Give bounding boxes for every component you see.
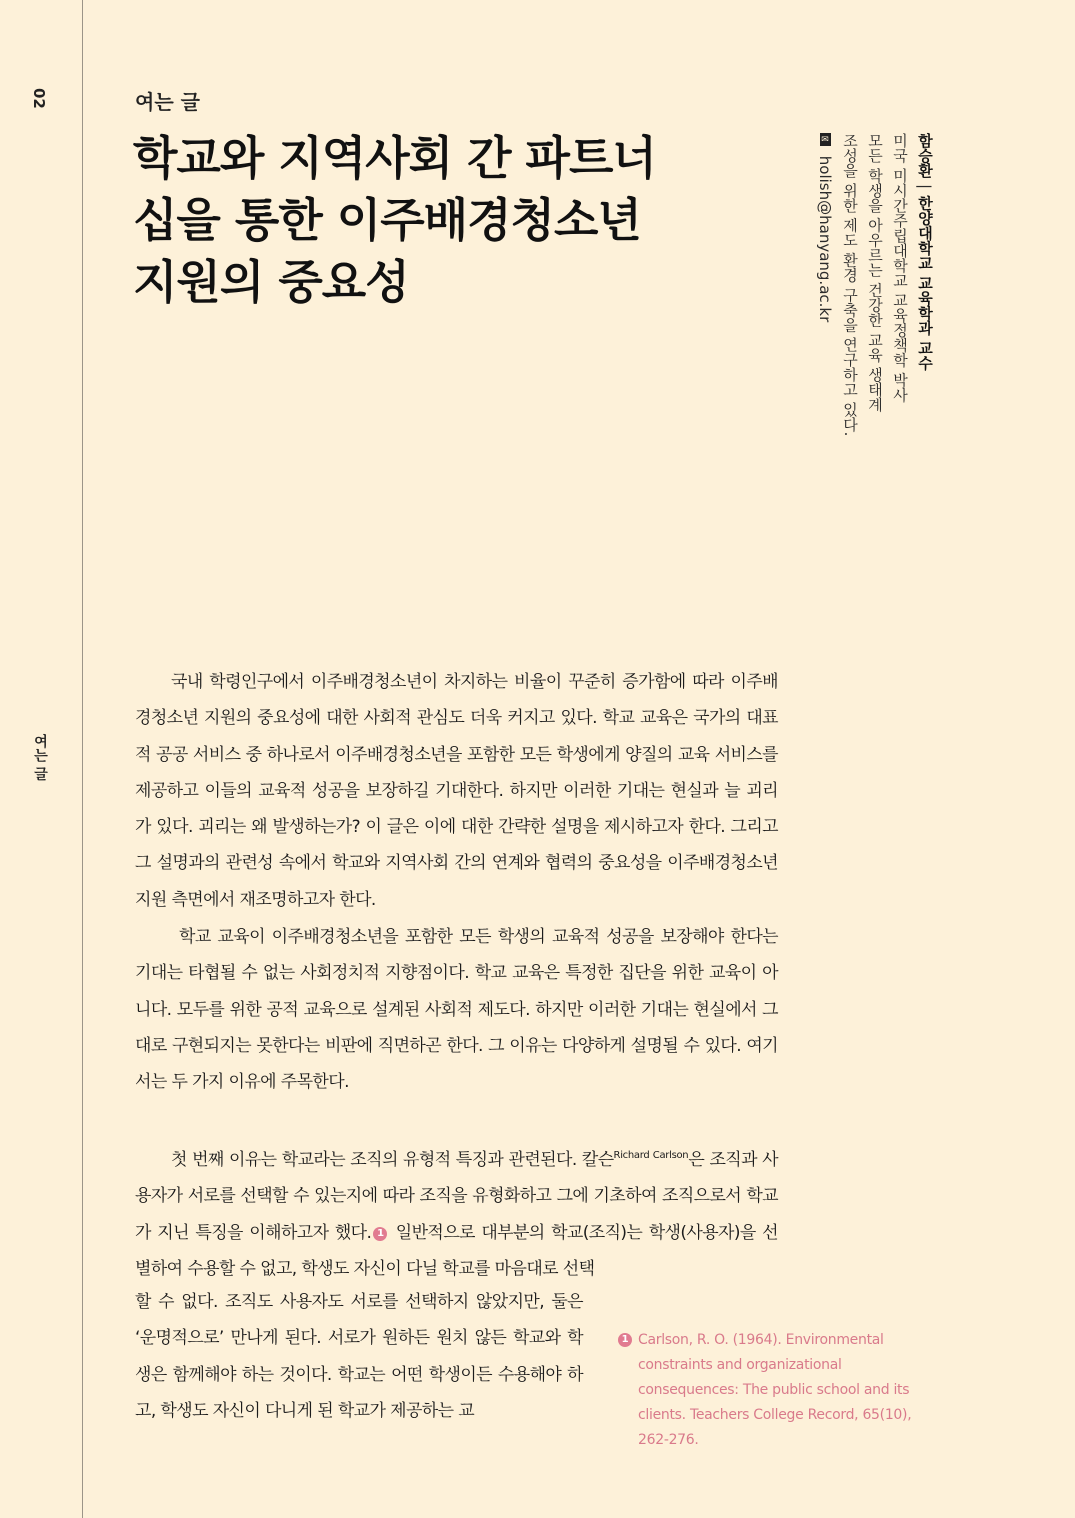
author-bio-line-3: 조성을 위한 제도 환경 구축을 연구하고 있다. [841, 133, 859, 437]
body-paragraph-3-part-a: 첫 번째 이유는 학교라는 조직의 유형적 특징과 관련된다. 칼슨 [171, 1150, 614, 1170]
body-paragraph-3 [135, 1138, 778, 1287]
author-affiliation: 한양대학교 교육학과 교수 [916, 195, 934, 371]
body-paragraph-3-part-b: 은 조직과 사용자가 서로를 선택할 수 있는지에 따라 조직을 유형화하고 그에 기초하여 조직으로서 학교가 지닌 특징을 이해하고자 했다. [135, 1150, 778, 1243]
author-email[interactable]: holish@hanyang.ac.kr [816, 155, 834, 323]
mail-icon: ✉ [820, 134, 830, 145]
body-paragraph-1: 국내 학령인구에서 이주배경청소년이 차지하는 비율이 꾸준히 증가함에 따라 이주배경청소년 지원의 중요성에 대한 사회적 관심도 더욱 커지고 있다. 학교 교육은 국가의 대표적 공공 서비스 중 하나로서 이주배경청소년을 포함한 모든 학생에게 양질의 교육 서비스를 제공하고 이들의 교육적 성공을 보장하길 기대한다. 하지만 이러한 기대는 현실과 늘 괴리가 있다. 괴리는 왜 발생하는가? 이 글은 이에 대한 간략한 설명을 제시하고자 한다. 그리고 그 설명과의 관련성 속에서 학교와 지역사회 간의 연계와 협력의 중요성을 이주배경청소년 지원 측면에서 재조명하고자 한다. [135, 672, 778, 910]
author-bio-line-1: 미국 미시간주립대학교 교육정책학 박사 [891, 133, 909, 403]
author-name-line [912, 133, 937, 463]
article-title: 학교와 지역사회 간 파트너십을 통한 이주배경청소년 지원의 중요성 [133, 131, 656, 309]
footnote-text: Carlson, R. O. (1964). Environmental constraints and organizational consequences: The public school and its clients. Teachers College Record, 65(10), 262-276. [638, 1332, 912, 1448]
footnote-marker[interactable]: 1 [373, 1227, 387, 1241]
name-annotation: Richard Carlson [613, 1150, 689, 1161]
body-paragraph-4: 할 수 없다. 조직도 사용자도 서로를 선택하지 않았지만, 둘은 ‘운명적으로’ 만나게 된다. 서로가 원하든 원치 않든 학교와 학생은 함께해야 하는 것이다. 학교는 어떤 학생이든 수용해야 하고, 학생도 자신이 다니게 된 학교가 제공하는 교 [135, 1292, 583, 1421]
section-label: 여는 글 [135, 90, 200, 114]
author-email-line [812, 133, 837, 463]
author-bio-line-2: 모든 학생을 아우르는 건강한 교육 생태계 [866, 133, 884, 412]
margin-divider-line [82, 0, 83, 1518]
page-number: 02 [30, 88, 48, 109]
body-paragraph-3-part-c: 일반적으로 대부분의 학교(조직)는 학생(사용자)을 선별하여 수용할 수 없고, 학생도 자신이 다닐 학교를 마음대로 선택 [135, 1222, 778, 1279]
author-info [812, 133, 937, 463]
author-separator: | [916, 184, 934, 190]
author-name: 함승환 [916, 133, 934, 178]
side-section-label: 여는 글 [32, 734, 48, 781]
footnote-number: 1 [618, 1333, 632, 1347]
footnote [614, 1328, 944, 1453]
body-paragraph-2: 학교 교육이 이주배경청소년을 포함한 모든 학생의 교육적 성공을 보장해야 한다는 기대는 타협될 수 없는 사회정치적 지향점이다. 학교 교육은 특정한 집단을 위한 교육이 아니다. 모두를 위한 공적 교육으로 설계된 사회적 제도다. 하지만 이러한 기대는 현실에서 그대로 구현되지는 못한다는 비판에 직면하곤 한다. 그 이유는 다양하게 설명될 수 있다. 여기서는 두 가지 이유에 주목한다. [135, 927, 778, 1093]
